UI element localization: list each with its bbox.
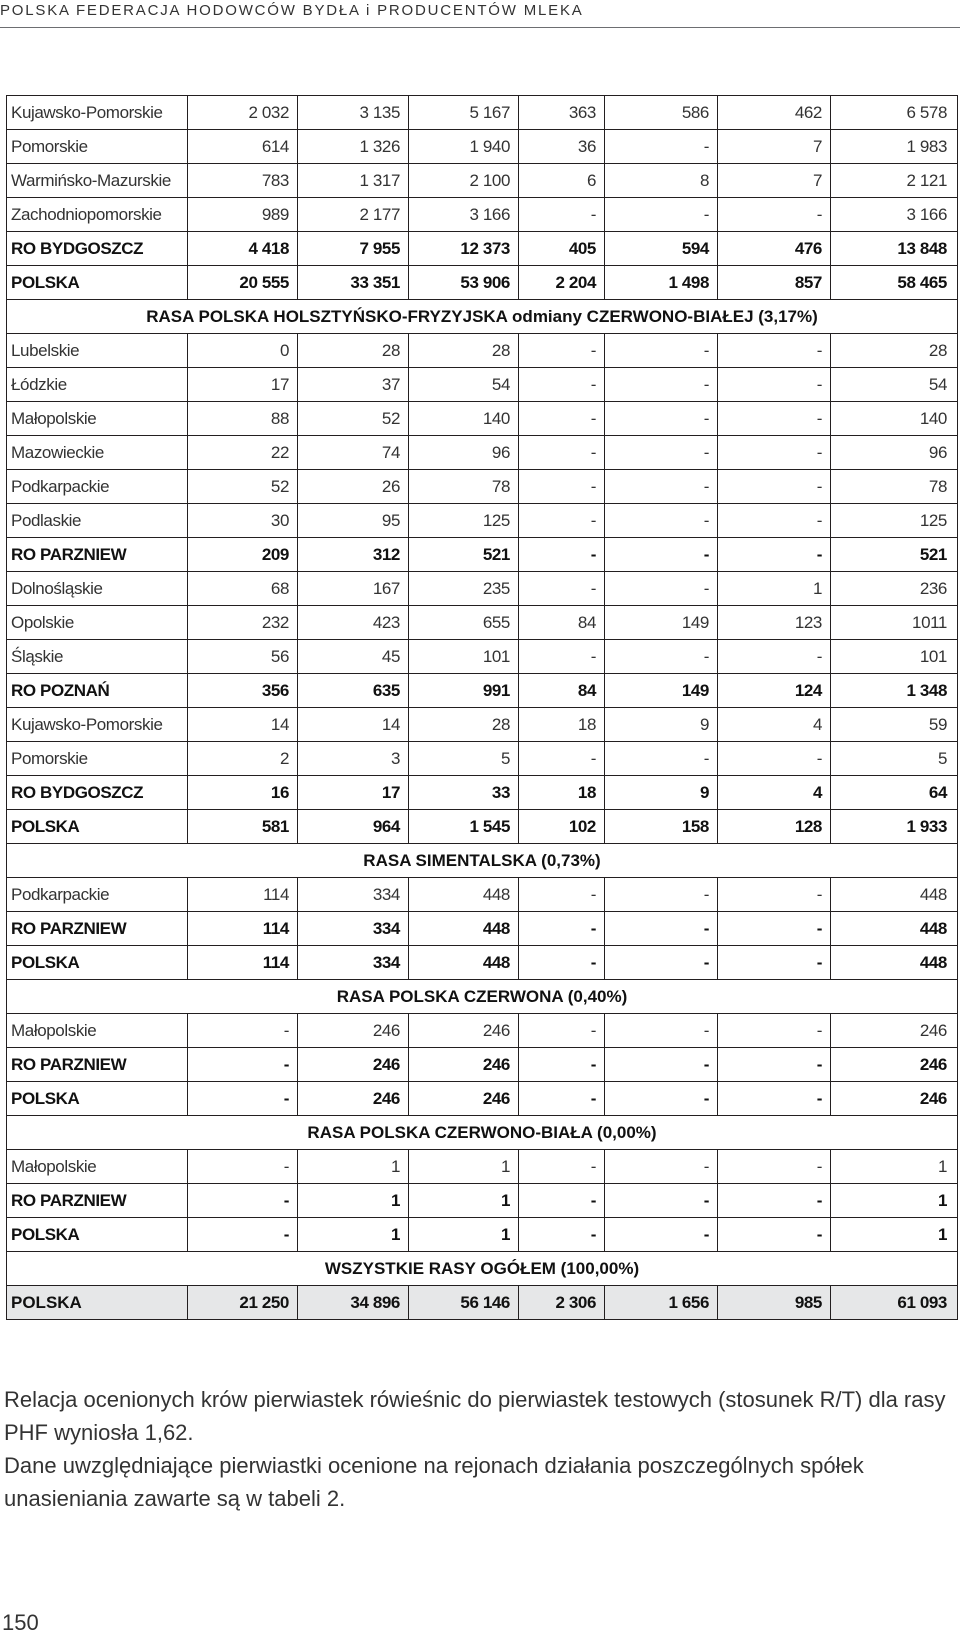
value-cell: 28 [409, 708, 519, 742]
region-name-cell: Podlaskie [7, 504, 188, 538]
value-cell: - [718, 334, 831, 368]
region-name-cell: RO POZNAŃ [7, 674, 188, 708]
running-header: POLSKA FEDERACJA HODOWCÓW BYDŁA i PRODUCENTÓW MLEKA [0, 2, 584, 19]
value-cell: 581 [188, 810, 298, 844]
region-name-cell: RO PARZNIEW [7, 912, 188, 946]
value-cell: 1 [831, 1218, 958, 1252]
region-name-cell: Zachodniopomorskie [7, 198, 188, 232]
value-cell: 2 306 [519, 1286, 605, 1320]
value-cell: 17 [298, 776, 409, 810]
value-cell: 5 167 [409, 96, 519, 130]
value-cell: - [605, 1082, 718, 1116]
value-cell: 123 [718, 606, 831, 640]
value-cell: 101 [831, 640, 958, 674]
value-cell: 102 [519, 810, 605, 844]
region-name-cell: POLSKA [7, 266, 188, 300]
value-cell: 521 [409, 538, 519, 572]
value-cell: - [718, 198, 831, 232]
value-cell: 2 032 [188, 96, 298, 130]
subtotal-row [7, 674, 958, 708]
value-cell: - [519, 572, 605, 606]
value-cell: 246 [831, 1048, 958, 1082]
value-cell: 78 [409, 470, 519, 504]
value-cell: - [188, 1218, 298, 1252]
value-cell: 22 [188, 436, 298, 470]
table-row [7, 606, 958, 640]
value-cell: 405 [519, 232, 605, 266]
value-cell: 3 135 [298, 96, 409, 130]
value-cell: - [605, 538, 718, 572]
value-cell: 140 [409, 402, 519, 436]
value-cell: 356 [188, 674, 298, 708]
value-cell: - [718, 1014, 831, 1048]
value-cell: 1 [298, 1218, 409, 1252]
table-row [7, 130, 958, 164]
value-cell: 2 100 [409, 164, 519, 198]
section-title: RASA POLSKA CZERWONO-BIAŁA (0,00%) [7, 1116, 958, 1150]
value-cell: 33 [409, 776, 519, 810]
value-cell: 36 [519, 130, 605, 164]
value-cell: 857 [718, 266, 831, 300]
value-cell: - [519, 368, 605, 402]
value-cell: 1 933 [831, 810, 958, 844]
section-title: RASA POLSKA HOLSZTYŃSKO-FRYZYJSKA odmiany CZERWONO-BIAŁEJ (3,17%) [7, 300, 958, 334]
table-row [7, 1150, 958, 1184]
value-cell: - [718, 538, 831, 572]
value-cell: 28 [409, 334, 519, 368]
value-cell: 96 [831, 436, 958, 470]
value-cell: 334 [298, 946, 409, 980]
section-header-row [7, 844, 958, 878]
value-cell: 20 555 [188, 266, 298, 300]
value-cell: 128 [718, 810, 831, 844]
value-cell: - [188, 1048, 298, 1082]
value-cell: 1 [718, 572, 831, 606]
value-cell: 1 545 [409, 810, 519, 844]
value-cell: 84 [519, 606, 605, 640]
value-cell: 1 348 [831, 674, 958, 708]
value-cell: 2 [188, 742, 298, 776]
value-cell: 74 [298, 436, 409, 470]
value-cell: 1 498 [605, 266, 718, 300]
table-row [7, 368, 958, 402]
value-cell: 56 146 [409, 1286, 519, 1320]
section-title: RASA SIMENTALSKA (0,73%) [7, 844, 958, 878]
value-cell: - [605, 198, 718, 232]
value-cell: - [718, 640, 831, 674]
value-cell: 985 [718, 1286, 831, 1320]
value-cell: 236 [831, 572, 958, 606]
subtotal-row [7, 266, 958, 300]
value-cell: - [188, 1082, 298, 1116]
table-row [7, 436, 958, 470]
value-cell: 28 [831, 334, 958, 368]
value-cell: 246 [409, 1048, 519, 1082]
value-cell: - [605, 946, 718, 980]
value-cell: 334 [298, 912, 409, 946]
value-cell: - [605, 640, 718, 674]
value-cell: - [718, 1150, 831, 1184]
value-cell: 2 177 [298, 198, 409, 232]
value-cell: 1011 [831, 606, 958, 640]
value-cell: - [519, 1150, 605, 1184]
value-cell: 96 [409, 436, 519, 470]
subtotal-row [7, 776, 958, 810]
value-cell: - [718, 402, 831, 436]
value-cell: 7 955 [298, 232, 409, 266]
value-cell: 0 [188, 334, 298, 368]
region-name-cell: RO PARZNIEW [7, 1184, 188, 1218]
value-cell: - [605, 334, 718, 368]
table-row [7, 878, 958, 912]
value-cell: 334 [298, 878, 409, 912]
region-name-cell: RO PARZNIEW [7, 1048, 188, 1082]
value-cell: 448 [409, 912, 519, 946]
value-cell: 28 [298, 334, 409, 368]
value-cell: 6 578 [831, 96, 958, 130]
region-name-cell: POLSKA [7, 810, 188, 844]
value-cell: 1 [831, 1184, 958, 1218]
region-name-cell: RO BYDGOSZCZ [7, 232, 188, 266]
value-cell: 26 [298, 470, 409, 504]
value-cell: 1 326 [298, 130, 409, 164]
value-cell: 95 [298, 504, 409, 538]
region-name-cell: Małopolskie [7, 1150, 188, 1184]
value-cell: 13 848 [831, 232, 958, 266]
value-cell: 964 [298, 810, 409, 844]
value-cell: 2 121 [831, 164, 958, 198]
value-cell: - [605, 368, 718, 402]
value-cell: 37 [298, 368, 409, 402]
region-name-cell: Łódzkie [7, 368, 188, 402]
value-cell: 9 [605, 776, 718, 810]
value-cell: 363 [519, 96, 605, 130]
value-cell: 12 373 [409, 232, 519, 266]
value-cell: 56 [188, 640, 298, 674]
value-cell: 114 [188, 912, 298, 946]
value-cell: 18 [519, 776, 605, 810]
value-cell: - [718, 742, 831, 776]
value-cell: 448 [831, 878, 958, 912]
table-row [7, 742, 958, 776]
section-title: RASA POLSKA CZERWONA (0,40%) [7, 980, 958, 1014]
value-cell: 1 [298, 1150, 409, 1184]
table-row [7, 640, 958, 674]
value-cell: 6 [519, 164, 605, 198]
footnotes [4, 1383, 959, 1515]
value-cell: 8 [605, 164, 718, 198]
value-cell: - [519, 198, 605, 232]
table-row [7, 402, 958, 436]
region-name-cell: Pomorskie [7, 742, 188, 776]
value-cell: 448 [831, 946, 958, 980]
subtotal-row [7, 1218, 958, 1252]
value-cell: 1 [409, 1184, 519, 1218]
value-cell: - [519, 1048, 605, 1082]
value-cell: 84 [519, 674, 605, 708]
table-body [7, 96, 958, 1320]
value-cell: 476 [718, 232, 831, 266]
subtotal-row [7, 1184, 958, 1218]
section-header-row [7, 1252, 958, 1286]
value-cell: 1 983 [831, 130, 958, 164]
value-cell: 246 [298, 1082, 409, 1116]
value-cell: 1 656 [605, 1286, 718, 1320]
region-name-cell: Kujawsko-Pomorskie [7, 96, 188, 130]
value-cell: 58 465 [831, 266, 958, 300]
subtotal-row [7, 538, 958, 572]
subtotal-row [7, 912, 958, 946]
value-cell: 1 [831, 1150, 958, 1184]
region-name-cell: POLSKA [7, 1218, 188, 1252]
value-cell: 7 [718, 130, 831, 164]
value-cell: 18 [519, 708, 605, 742]
value-cell: 4 [718, 708, 831, 742]
value-cell: 521 [831, 538, 958, 572]
region-name-cell: POLSKA [7, 1286, 188, 1320]
region-name-cell: Małopolskie [7, 1014, 188, 1048]
value-cell: - [519, 470, 605, 504]
value-cell: 33 351 [298, 266, 409, 300]
region-name-cell: RO BYDGOSZCZ [7, 776, 188, 810]
value-cell: 2 204 [519, 266, 605, 300]
table-row [7, 708, 958, 742]
value-cell: - [519, 402, 605, 436]
value-cell: 1 317 [298, 164, 409, 198]
value-cell: - [519, 334, 605, 368]
value-cell: 209 [188, 538, 298, 572]
value-cell: - [519, 946, 605, 980]
value-cell: - [718, 912, 831, 946]
value-cell: 1 [409, 1150, 519, 1184]
value-cell: - [605, 470, 718, 504]
value-cell: 53 906 [409, 266, 519, 300]
value-cell: 5 [831, 742, 958, 776]
value-cell: 232 [188, 606, 298, 640]
value-cell: 52 [298, 402, 409, 436]
value-cell: 655 [409, 606, 519, 640]
header-rule [0, 27, 960, 28]
value-cell: - [718, 368, 831, 402]
value-cell: 3 [298, 742, 409, 776]
value-cell: - [188, 1184, 298, 1218]
value-cell: 4 [718, 776, 831, 810]
value-cell: - [519, 1218, 605, 1252]
region-name-cell: RO PARZNIEW [7, 538, 188, 572]
value-cell: 246 [298, 1014, 409, 1048]
value-cell: - [605, 1218, 718, 1252]
value-cell: 235 [409, 572, 519, 606]
subtotal-row [7, 1082, 958, 1116]
value-cell: - [718, 946, 831, 980]
value-cell: - [718, 436, 831, 470]
value-cell: 78 [831, 470, 958, 504]
value-cell: - [519, 1014, 605, 1048]
value-cell: 246 [409, 1014, 519, 1048]
section-header-row [7, 300, 958, 334]
value-cell: 7 [718, 164, 831, 198]
value-cell: - [605, 742, 718, 776]
table-row [7, 504, 958, 538]
value-cell: 462 [718, 96, 831, 130]
value-cell: - [605, 504, 718, 538]
value-cell: 16 [188, 776, 298, 810]
value-cell: - [718, 1048, 831, 1082]
value-cell: 158 [605, 810, 718, 844]
value-cell: 125 [409, 504, 519, 538]
footnote-rt-ratio: Relacja ocenionych krów pierwiastek rówieśnic do pierwiastek testowych (stosunek R/T) dla rasy PHF wyniosła 1,62. [4, 1387, 946, 1445]
value-cell: - [718, 1218, 831, 1252]
value-cell: 124 [718, 674, 831, 708]
value-cell: - [519, 878, 605, 912]
value-cell: 448 [409, 878, 519, 912]
value-cell: 991 [409, 674, 519, 708]
region-name-cell: Dolnośląskie [7, 572, 188, 606]
value-cell: 54 [409, 368, 519, 402]
value-cell: 17 [188, 368, 298, 402]
region-name-cell: Podkarpackie [7, 878, 188, 912]
region-name-cell: Opolskie [7, 606, 188, 640]
value-cell: 101 [409, 640, 519, 674]
value-cell: 34 896 [298, 1286, 409, 1320]
value-cell: - [519, 436, 605, 470]
value-cell: - [718, 1082, 831, 1116]
value-cell: - [188, 1150, 298, 1184]
value-cell: - [605, 1014, 718, 1048]
value-cell: - [605, 130, 718, 164]
value-cell: 1 940 [409, 130, 519, 164]
value-cell: 54 [831, 368, 958, 402]
value-cell: - [605, 878, 718, 912]
value-cell: - [519, 742, 605, 776]
value-cell: 614 [188, 130, 298, 164]
region-name-cell: POLSKA [7, 946, 188, 980]
value-cell: - [188, 1014, 298, 1048]
region-name-cell: POLSKA [7, 1082, 188, 1116]
value-cell: - [718, 1184, 831, 1218]
value-cell: 1 [409, 1218, 519, 1252]
value-cell: 4 418 [188, 232, 298, 266]
value-cell: 3 166 [831, 198, 958, 232]
value-cell: 1 [298, 1184, 409, 1218]
table-row [7, 96, 958, 130]
value-cell: 114 [188, 878, 298, 912]
value-cell: - [519, 912, 605, 946]
value-cell: 635 [298, 674, 409, 708]
value-cell: 448 [409, 946, 519, 980]
table-row [7, 1014, 958, 1048]
value-cell: 423 [298, 606, 409, 640]
value-cell: 246 [831, 1082, 958, 1116]
value-cell: 14 [298, 708, 409, 742]
value-cell: 64 [831, 776, 958, 810]
value-cell: - [605, 912, 718, 946]
value-cell: - [605, 1184, 718, 1218]
value-cell: - [605, 402, 718, 436]
region-name-cell: Mazowieckie [7, 436, 188, 470]
table-row [7, 572, 958, 606]
value-cell: - [605, 436, 718, 470]
value-cell: - [605, 1048, 718, 1082]
section-header-row [7, 1116, 958, 1150]
subtotal-row [7, 946, 958, 980]
section-title: WSZYSTKIE RASY OGÓŁEM (100,00%) [7, 1252, 958, 1286]
table-row [7, 470, 958, 504]
value-cell: - [718, 504, 831, 538]
value-cell: - [519, 1184, 605, 1218]
value-cell: 246 [409, 1082, 519, 1116]
table-row [7, 164, 958, 198]
value-cell: 149 [605, 674, 718, 708]
value-cell: - [519, 504, 605, 538]
grand-total-row [7, 1286, 958, 1320]
subtotal-row [7, 1048, 958, 1082]
value-cell: 52 [188, 470, 298, 504]
value-cell: 5 [409, 742, 519, 776]
value-cell: 783 [188, 164, 298, 198]
value-cell: 45 [298, 640, 409, 674]
value-cell: 59 [831, 708, 958, 742]
value-cell: 594 [605, 232, 718, 266]
value-cell: 312 [298, 538, 409, 572]
value-cell: 88 [188, 402, 298, 436]
value-cell: 3 166 [409, 198, 519, 232]
subtotal-row [7, 810, 958, 844]
value-cell: 246 [298, 1048, 409, 1082]
value-cell: - [519, 640, 605, 674]
region-name-cell: Śląskie [7, 640, 188, 674]
value-cell: 61 093 [831, 1286, 958, 1320]
page-number: 150 [2, 1610, 39, 1635]
value-cell: 125 [831, 504, 958, 538]
value-cell: 14 [188, 708, 298, 742]
value-cell: 149 [605, 606, 718, 640]
value-cell: - [605, 572, 718, 606]
region-name-cell: Pomorskie [7, 130, 188, 164]
footnote-table-reference: Dane uwzględniające pierwiastki ocenione na rejonach działania poszczególnych spółek unasieniania zawarte są w tabeli 2. [4, 1453, 864, 1511]
value-cell: 586 [605, 96, 718, 130]
value-cell: 21 250 [188, 1286, 298, 1320]
table-row [7, 198, 958, 232]
value-cell: 68 [188, 572, 298, 606]
region-name-cell: Małopolskie [7, 402, 188, 436]
value-cell: 30 [188, 504, 298, 538]
region-name-cell: Lubelskie [7, 334, 188, 368]
region-name-cell: Podkarpackie [7, 470, 188, 504]
table-row [7, 334, 958, 368]
section-header-row [7, 980, 958, 1014]
value-cell: - [519, 1082, 605, 1116]
value-cell: 9 [605, 708, 718, 742]
breed-statistics-table [6, 95, 958, 1320]
value-cell: 167 [298, 572, 409, 606]
value-cell: - [718, 470, 831, 504]
value-cell: - [605, 1150, 718, 1184]
value-cell: - [718, 878, 831, 912]
value-cell: 140 [831, 402, 958, 436]
value-cell: - [519, 538, 605, 572]
region-name-cell: Kujawsko-Pomorskie [7, 708, 188, 742]
value-cell: 114 [188, 946, 298, 980]
value-cell: 989 [188, 198, 298, 232]
value-cell: 246 [831, 1014, 958, 1048]
subtotal-row [7, 232, 958, 266]
region-name-cell: Warmińsko-Mazurskie [7, 164, 188, 198]
value-cell: 448 [831, 912, 958, 946]
